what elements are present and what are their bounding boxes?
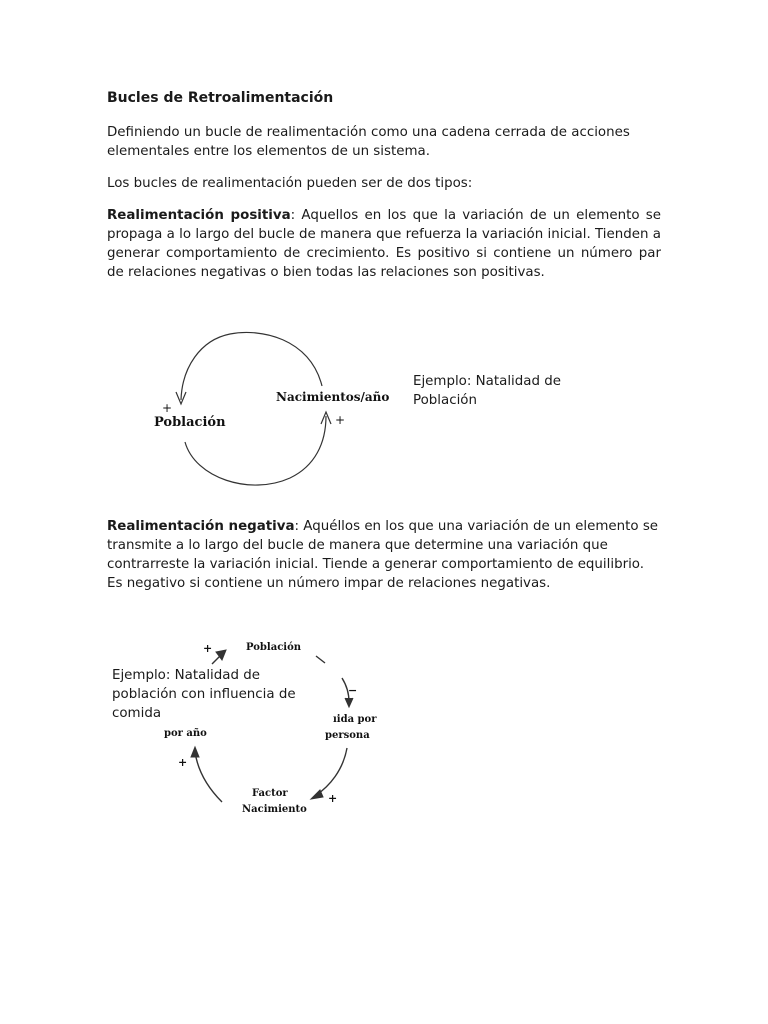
intro-paragraph: Definiendo un bucle de realimentación como una cadena cerrada de acciones elementales entre los elementos de un sistema.	[107, 125, 630, 159]
positive-feedback-paragraph	[107, 206, 661, 282]
positive-loop-diagram	[140, 318, 400, 493]
node-nacimientos: Nacimientos/año	[276, 390, 390, 404]
negative-loop-svg	[150, 630, 380, 820]
negative-feedback-paragraph	[107, 517, 661, 593]
negative-feedback-definition: : Aquéllos en los que una variación de un elemento se transmite a lo largo del bucle de manera que determine una variación que contrarreste la variación inicial. Tiende a generar comportamiento de equilibrio. Es negativo si contiene un número impar de relaciones negativas.	[107, 519, 659, 591]
loop-arc-lower-right	[315, 748, 347, 796]
loop-arc-lower-left	[195, 752, 222, 802]
node-persona-partial: persona	[325, 730, 370, 741]
negative-loop-diagram	[150, 630, 380, 820]
sign-minus: −	[348, 684, 358, 697]
node-nacimiento: Nacimiento	[242, 804, 307, 815]
node-poblacion-2: Población	[246, 642, 302, 653]
diagram1-caption: Ejemplo: Natalidad de Población	[413, 374, 561, 408]
node-factor: Factor	[252, 788, 288, 799]
arrowhead-right-2	[345, 698, 353, 707]
page-title: Bucles de Retroalimentación	[107, 90, 334, 106]
positive-feedback-definition: : Aquellos en los que la variación de un elemento se propaga a lo largo del bucle de manera que refuerza la variación inicial. Tienden a generar comportamiento de crecimiento. Es positivo si contiene un número par de relaciones negativas o bien todas las relaciones son positivas.	[107, 208, 662, 280]
sign-plus-top-left: +	[203, 642, 213, 655]
sign-plus-right: +	[335, 413, 346, 427]
positive-loop-svg	[140, 318, 400, 493]
node-por-ano-partial: por año	[164, 728, 207, 739]
sign-plus-left-2: +	[178, 756, 188, 769]
negative-feedback-term: Realimentación negativa	[107, 519, 295, 534]
sign-plus-left: +	[162, 401, 173, 415]
types-intro-paragraph: Los bucles de realimentación pueden ser de dos tipos:	[107, 176, 473, 191]
loop-arc-top-right	[316, 656, 325, 663]
positive-feedback-term: Realimentación positiva	[107, 208, 291, 223]
diagram2-caption: Ejemplo: Natalidad de población con influencia de comida	[112, 666, 317, 723]
node-poblacion: Población	[154, 415, 226, 430]
node-comida-partial: ıida por	[333, 714, 377, 725]
arrowhead-lower-left	[191, 747, 199, 757]
sign-plus-bottom-right: +	[328, 792, 338, 805]
